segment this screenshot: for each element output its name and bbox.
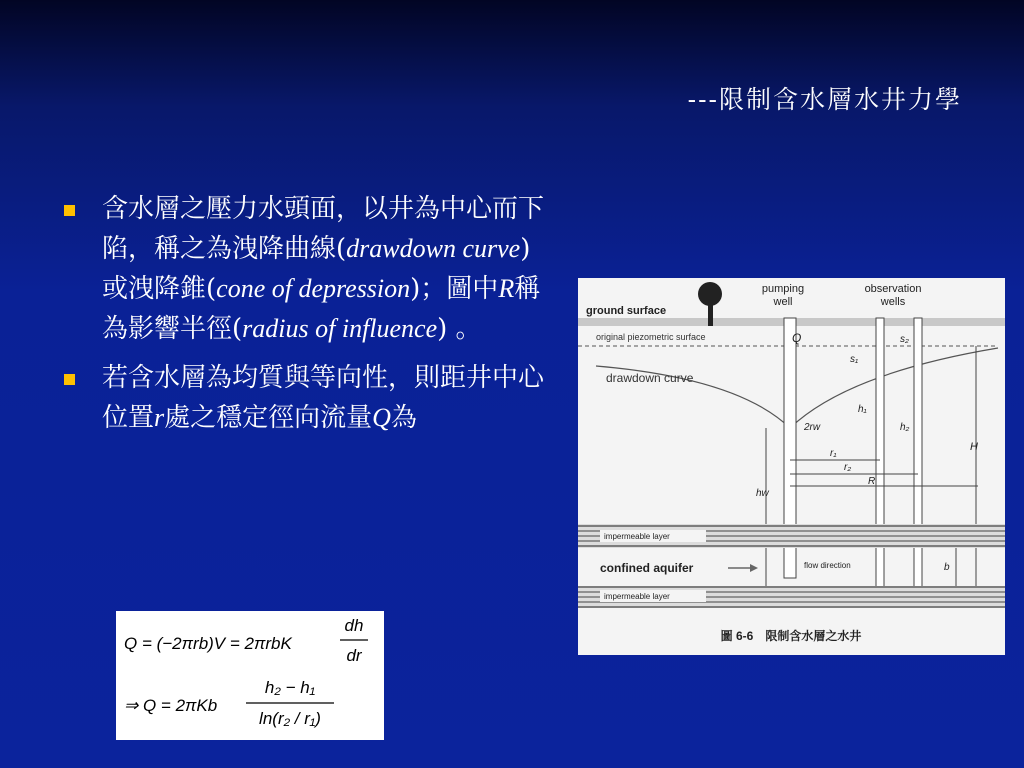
two-rw-label: 2rw [804,422,821,433]
formula-line2-lhs: ⇒ Q = 2πKb [124,696,218,715]
observation-wells-label-1: observation [864,283,922,295]
impermeable-top-label: impermeable layer [604,532,670,541]
b-label: b [944,562,950,573]
bullet-text-segment: 為 [390,403,417,433]
slide-title: ---限制含水層水井力學 [687,85,962,114]
formula-line1-lhs: Q = (−2πrb)V = 2πrbK [124,634,292,653]
bullet-text-segment: 若含水層為均質與等向性，則距井中心位置 [102,363,545,433]
aquifer-diagram [578,278,1005,655]
symbol-Q: Q [372,403,391,432]
symbol-R: R [498,274,515,303]
ground-surface-label: ground surface [586,305,667,317]
bullet-text-segment: ) 。 [437,314,482,344]
formula-line1-numerator: dh [344,616,364,635]
pumping-well-label-2: well [773,296,793,308]
h2-label: h₂ [900,422,910,433]
bullet-text-segment: 含水層之壓力水頭面，以井為中心而下陷，稱之為洩降曲線( [102,194,545,264]
aquifer-figure [578,278,1005,655]
impermeable-bottom-label: impermeable layer [604,592,670,601]
observation-wells-label-2: wells [880,296,906,308]
formula-line2-denominator: ln(r₂ / r₁) [259,709,321,728]
confined-aquifer-label: confined aquifer [600,561,694,575]
bullet-text-segment: )或洩降錐( [102,234,531,304]
formula-box [116,611,384,740]
bullet-text-segment: )；圖中 [410,274,499,304]
bullet-square-icon [64,374,75,385]
formula-graphic [116,611,384,740]
H-label: H [970,441,978,453]
term-cone-of-depression: cone of depression [216,274,411,303]
figure-caption: 圖 6-6 限制含水層之水井 [720,629,862,643]
pumping-well-label-1: pumping [761,283,805,295]
bullet-square-icon [64,205,75,216]
bullet-item [60,359,550,438]
Q-label: Q [792,331,802,345]
bullet-text-segment: 稱為影響半徑( [102,274,541,344]
r1-label: r₁ [830,448,837,459]
drawdown-curve-label: drawdown curve [606,371,694,385]
term-drawdown-curve: drawdown curve [346,234,521,263]
bullet-text-segment: 處之穩定徑向流量 [164,403,373,433]
formula-line2-numerator: h₂ − h₁ [264,678,316,697]
original-surface-label: original piezometric surface [596,332,706,342]
bullet-item [60,190,550,349]
flow-direction-label: flow direction [804,561,851,570]
formula-line1-denominator: dr [346,646,362,665]
hw-label: hw [756,488,769,499]
symbol-r: r [154,403,165,432]
h1-label: h₁ [858,404,867,415]
r2-label: r₂ [844,462,852,473]
s1-label: s₁ [850,354,859,365]
term-radius-of-influence: radius of influence [242,314,438,343]
s2-label: s₂ [900,334,909,345]
R-label: R [868,476,876,487]
bullet-text [102,194,544,344]
bullet-list [60,190,550,448]
bullet-text [102,363,544,433]
